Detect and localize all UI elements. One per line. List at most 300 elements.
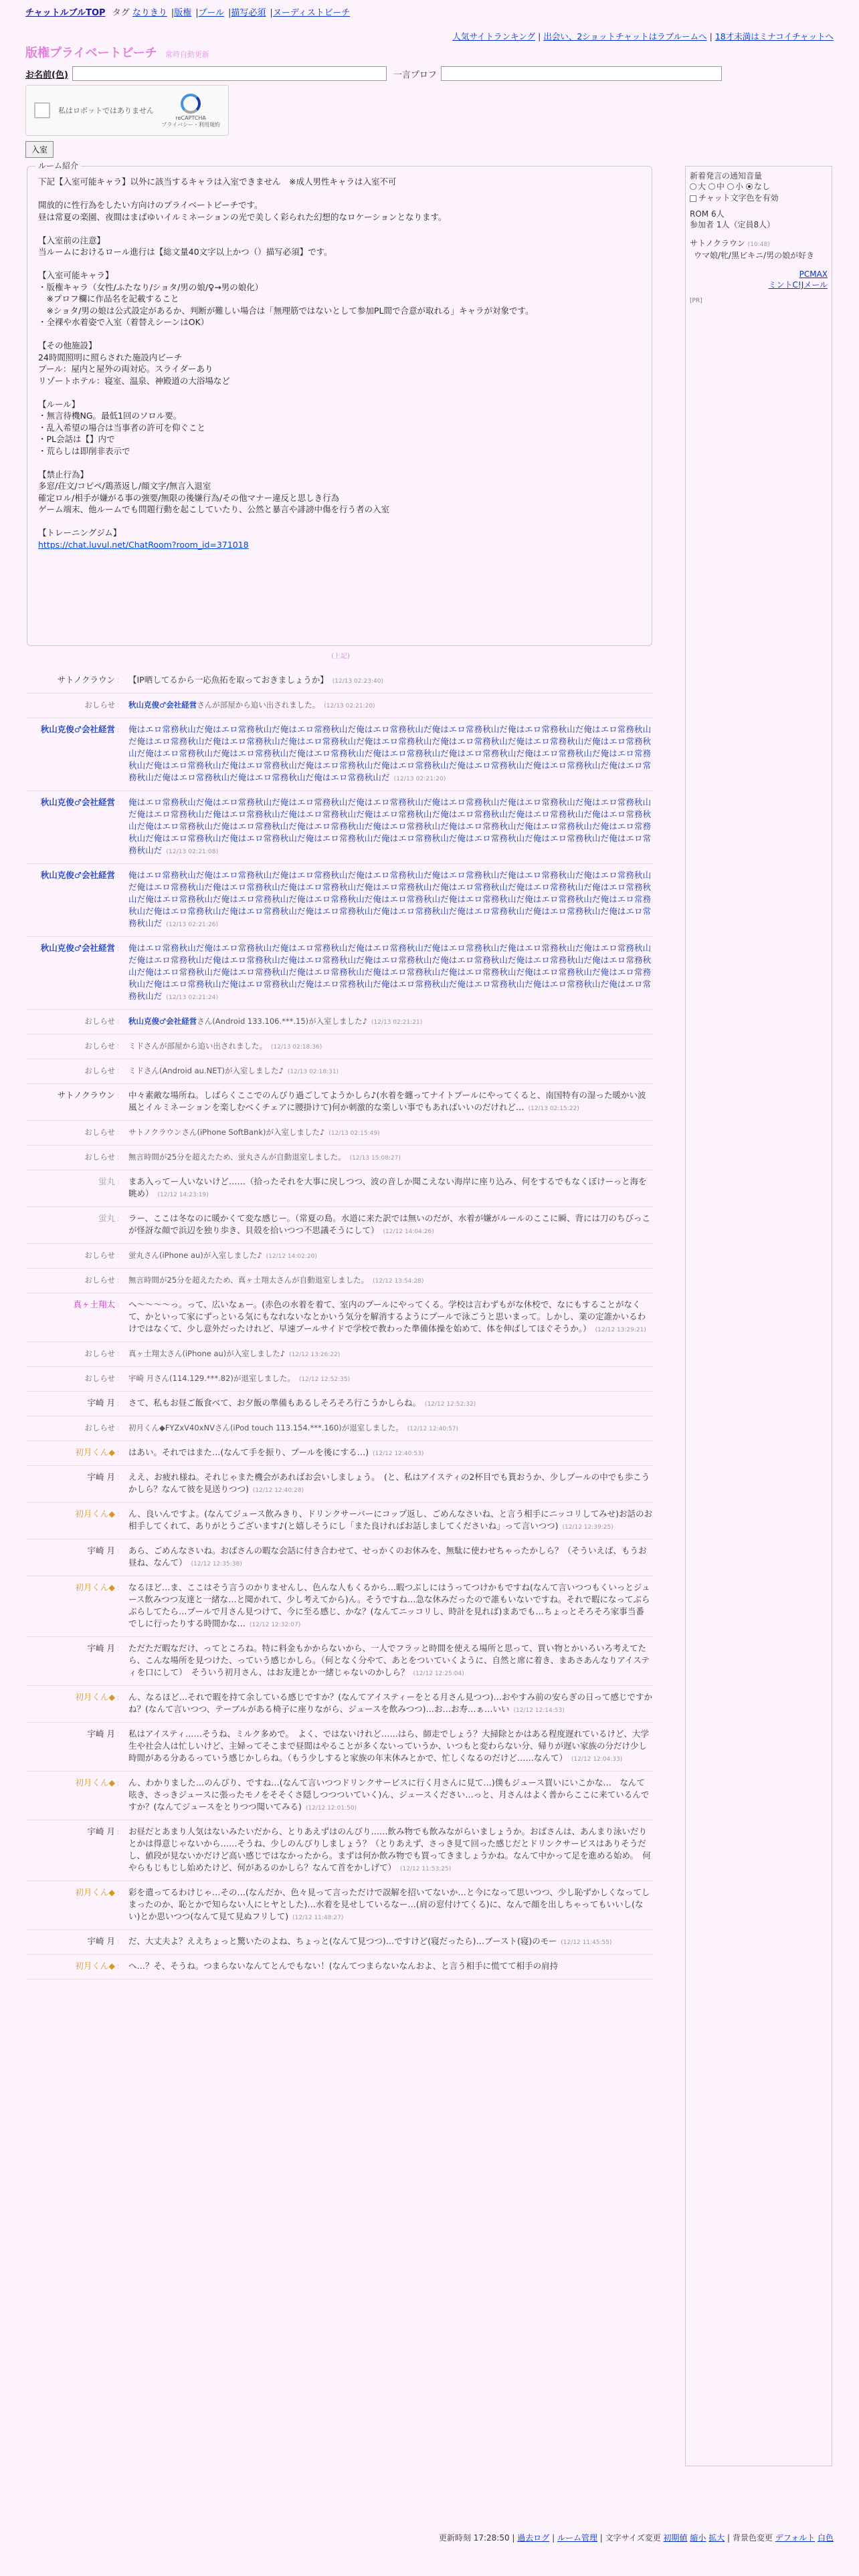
intro-line: 【トレーニングジム】 bbox=[38, 528, 122, 538]
message-time: (12/13 02:18:36) bbox=[271, 1044, 322, 1051]
intro-line: 当ルームにおけるロール進行は【総文量40文字以上かつ（）描写必須】です。 bbox=[38, 247, 332, 257]
message-speaker[interactable] bbox=[27, 724, 128, 785]
chat-message bbox=[27, 1772, 652, 1820]
message-speaker[interactable] bbox=[27, 1422, 128, 1435]
message-body bbox=[128, 1422, 652, 1435]
chat-message bbox=[27, 1820, 652, 1881]
top-link[interactable]: 18才未満はミナコイチャットへ bbox=[714, 31, 834, 41]
message-speaker[interactable] bbox=[27, 1249, 128, 1263]
message-text: だ、大丈夫よ？ええちょっと驚いたのよね、ちょっと(なんて見つつ)…ですけど(寝だったら)…ブースト(寝)のモー bbox=[128, 1936, 557, 1946]
message-speaker[interactable] bbox=[27, 1777, 128, 1814]
message-time: (12/13 02:21:21) bbox=[371, 1019, 423, 1026]
message-time: (12/12 11:48:27) bbox=[292, 1915, 344, 1921]
message-speaker[interactable] bbox=[27, 699, 128, 712]
profile-input[interactable] bbox=[441, 66, 722, 81]
message-body bbox=[128, 1065, 652, 1078]
message-text: ミドさんが部屋から追い出されました。 bbox=[128, 1041, 267, 1051]
message-body bbox=[128, 796, 652, 858]
message-text: 俺はエロ常務秋山だ俺はエロ常務秋山だ俺はエロ常務秋山だ俺はエロ常務秋山だ俺はエロ常務秋山だ俺はエロ常務秋山だ俺はエロ常務秋山だ俺はエロ常務秋山だ俺はエロ常務秋山だ俺はエロ常務秋山だ俺はエロ常務秋山だ俺はエロ常務秋山だ俺はエロ常務秋山だ俺はエロ常務秋山だ俺はエロ常務秋山だ俺はエロ常務秋山だ俺はエロ常務秋山だ俺はエロ常務秋山だ俺はエロ常務秋山だ俺はエロ常務秋山だ俺はエロ常務秋山だ俺はエロ常務秋山だ俺はエロ常務秋山だ俺はエロ常務秋山だ俺はエロ常務秋山だ俺はエロ常務秋山だ俺はエロ常務秋山だ俺はエロ常務秋山だ bbox=[128, 943, 652, 1001]
message-body bbox=[128, 1176, 652, 1201]
message-body bbox=[128, 1015, 652, 1029]
tag-link[interactable]: プール bbox=[198, 8, 225, 18]
message-body bbox=[128, 1274, 652, 1287]
speaker-name[interactable]: おしらせ bbox=[84, 1152, 115, 1162]
speaker-name[interactable]: おしらせ bbox=[84, 1251, 115, 1260]
message-time: (12/12 12:32:07) bbox=[250, 1622, 301, 1628]
message-text: さん(Android 133.106.***.15)が入室しました♪ bbox=[197, 1016, 367, 1026]
intro-line: ※プロフ欄に作品名を記載すること bbox=[38, 294, 179, 304]
volume-options bbox=[690, 181, 828, 193]
footer: 更新時刻 17:28:50 | 過去ログ | ルーム管理 | 文字サイズ変更 初期値 縮小 拡大 | 背景色変更 デフォルト 白色 bbox=[438, 2533, 834, 2543]
message-text: ん、わかりました…のんびり、ですね…(なんて言いつつドリンクサービスに行く月さんに見て…)僕もジュース買いにいこかな… なんて呟き、さっきジュースに張ったモノをそそくさ隠しつつついていく)ん、ジュースください…っと、月さんはよく普からここに来ているんですか？(なんてジュースをとりつつ聞いてみる) bbox=[128, 1778, 650, 1812]
message-time: (12/12 11:45:55) bbox=[561, 1939, 612, 1946]
speaker-separator: ： bbox=[116, 946, 123, 953]
message-body bbox=[128, 869, 652, 931]
notify-title: 新着発言の通知音量 bbox=[690, 171, 763, 181]
speaker-name[interactable]: 宇崎 月 bbox=[87, 1826, 115, 1836]
speaker-name[interactable]: 秋山克俊♂会社経営 bbox=[40, 943, 115, 953]
radio-circle[interactable] bbox=[690, 183, 696, 190]
message-body bbox=[128, 942, 652, 1004]
recaptcha-terms[interactable]: プライバシー・利用規約 bbox=[161, 122, 220, 128]
message-speaker[interactable] bbox=[27, 1446, 128, 1460]
chat-message bbox=[27, 791, 652, 864]
message-time: (12/13 02:23:40) bbox=[332, 678, 383, 685]
message-text: ただただ暇なだけ、ってところね。特に料金もかからないから、一人でフラッと時間を使える場所と思って、買い物とかいろいろ考えてたら、こんな場所を見つけた、っていう感じかしら。（何となく分やて、あとをついていくように、自然と席に着き、まあさあんなりアイスティを口にして） そういう初月さん、はお友達とか一緒じゃないのかしら？ bbox=[128, 1643, 650, 1677]
message-text: ラー、ここは冬なのに暖かくて変な感じー。（常夏の島。水道に来た訳では無いのだが、水着が嫌がルールのここに瞬、背には刀のちびっこが怪訝な顔で浜辺を独り歩き、貝殻を拾いつつ不思議そうにして） bbox=[128, 1213, 651, 1235]
message-speaker[interactable] bbox=[27, 1151, 128, 1164]
message-speaker[interactable] bbox=[27, 1126, 128, 1140]
font-smaller-link[interactable]: 縮小 bbox=[690, 2533, 706, 2543]
message-body bbox=[128, 1151, 652, 1164]
top-link[interactable]: 人気サイトランキング bbox=[452, 31, 536, 41]
tag-separator: | bbox=[228, 8, 231, 18]
message-time: (12/13 02:21:20) bbox=[324, 703, 375, 710]
message-time: (12/13 02:15:49) bbox=[328, 1130, 380, 1137]
text-color-toggle[interactable] bbox=[690, 193, 828, 203]
tag-separator: | bbox=[270, 8, 273, 18]
room-header bbox=[0, 43, 859, 61]
tag-separator: | bbox=[195, 8, 199, 18]
message-speaker[interactable] bbox=[27, 1691, 128, 1717]
system-message bbox=[27, 1367, 652, 1392]
message-time: (12/13 02:21:24) bbox=[166, 994, 219, 1001]
speaker-separator: ： bbox=[116, 1475, 123, 1482]
message-body bbox=[128, 1249, 652, 1263]
volume-radio[interactable] bbox=[708, 181, 725, 192]
chat-message bbox=[27, 1881, 652, 1930]
speaker-name[interactable]: 初月くん◆ bbox=[75, 1509, 115, 1519]
message-time: (12/13 02:21:08) bbox=[166, 849, 219, 855]
message-time: (12/13 02:21:20) bbox=[393, 776, 446, 782]
message-time: (12/12 14:23:19) bbox=[157, 1192, 209, 1198]
speaker-name[interactable]: おしらせ bbox=[84, 700, 115, 710]
message-time: (12/12 12:25:04) bbox=[413, 1671, 464, 1677]
system-message bbox=[27, 1121, 652, 1146]
message-speaker[interactable] bbox=[27, 674, 128, 687]
message-speaker[interactable] bbox=[27, 1582, 128, 1631]
volume-radio[interactable] bbox=[746, 181, 770, 192]
recaptcha-checkbox[interactable] bbox=[34, 102, 50, 118]
training-gym-link[interactable]: https://chat.luvul.net/ChatRoom?room_id=371018 bbox=[38, 539, 249, 550]
chat-message bbox=[27, 1293, 652, 1342]
message-body bbox=[128, 1691, 652, 1717]
message-body bbox=[128, 1446, 652, 1460]
speaker-separator: ： bbox=[116, 1890, 123, 1897]
message-body bbox=[128, 1348, 652, 1361]
message-speaker[interactable] bbox=[27, 942, 128, 1004]
site-top-link[interactable]: チャットルブルTOP bbox=[25, 8, 106, 18]
message-speaker[interactable] bbox=[27, 1176, 128, 1201]
intro-more-link[interactable]: (上記) bbox=[331, 653, 350, 660]
name-color-hint[interactable]: (色) bbox=[52, 70, 68, 80]
speaker-name[interactable]: おしらせ bbox=[84, 1374, 115, 1383]
highlighted-name: 秋山克俊♂会社経営 bbox=[128, 700, 197, 710]
message-text: ん、なるほど…それで暇を持て余している感じですか？(なんてアイスティーをとる月さん見つつ)…おやすみ前の安らぎの日って感じですかね？(なんて言いつつ、テーブルがある椅子に座りながら、ジュースを飲みつつ)…お…お寿…ぁ…いい bbox=[128, 1692, 653, 1714]
message-time: (12/12 14:04:26) bbox=[383, 1228, 434, 1235]
message-time: (12/12 13:26:22) bbox=[289, 1352, 341, 1358]
message-speaker[interactable] bbox=[27, 1471, 128, 1497]
radio-circle[interactable] bbox=[746, 183, 753, 190]
top-nav bbox=[0, 0, 859, 21]
entry-form bbox=[0, 61, 859, 85]
message-speaker[interactable] bbox=[27, 796, 128, 858]
speaker-name[interactable]: サトノクラウン bbox=[57, 1090, 115, 1100]
speaker-separator: ： bbox=[116, 1376, 123, 1383]
room-intro bbox=[27, 161, 652, 646]
volume-label: 大 bbox=[698, 182, 706, 191]
message-speaker[interactable] bbox=[27, 1089, 128, 1115]
message-speaker[interactable] bbox=[27, 1212, 128, 1238]
message-speaker[interactable] bbox=[27, 1826, 128, 1875]
intro-line bbox=[38, 188, 641, 200]
speaker-separator: ： bbox=[116, 1302, 123, 1309]
speaker-separator: ： bbox=[116, 1068, 123, 1075]
bg-default-link[interactable]: デフォルト bbox=[775, 2533, 816, 2543]
speaker-separator: ： bbox=[116, 1093, 123, 1100]
system-message bbox=[27, 1059, 652, 1084]
message-speaker[interactable] bbox=[27, 1065, 128, 1078]
intro-line: 確定ロル/相手が嫌がる事の強要/無限の後嫌行為/その他マナー違反と思しき行為 bbox=[38, 492, 340, 503]
speaker-name[interactable]: 宇崎 月 bbox=[87, 1729, 115, 1739]
tag-link[interactable]: 描写必須 bbox=[231, 8, 266, 18]
speaker-separator: ： bbox=[116, 1018, 123, 1026]
past-log-link[interactable]: 過去ログ bbox=[517, 2533, 550, 2543]
message-speaker[interactable] bbox=[27, 1372, 128, 1386]
volume-radio[interactable] bbox=[690, 181, 706, 192]
chat-message bbox=[27, 1207, 652, 1244]
intro-line: ・PL会話は【】内で bbox=[38, 434, 115, 444]
message-speaker[interactable] bbox=[27, 1887, 128, 1924]
chat-message bbox=[27, 1930, 652, 1955]
speaker-name[interactable]: サトノクラウン bbox=[57, 675, 115, 685]
message-speaker[interactable] bbox=[27, 1935, 128, 1949]
name-label: お名前 bbox=[25, 70, 52, 80]
speaker-name[interactable]: おしらせ bbox=[84, 1066, 115, 1075]
intro-line: プール：屋内と屋外の両対応。スライダーあり bbox=[38, 364, 213, 374]
volume-label: 中 bbox=[717, 182, 725, 191]
message-text: 無言時間が25分を超えたため、蛍丸さんが自動退室しました。 bbox=[128, 1152, 346, 1162]
message-body bbox=[128, 1471, 652, 1497]
speaker-name[interactable]: 秋山克俊♂会社経営 bbox=[40, 797, 115, 807]
message-body bbox=[128, 1960, 652, 1973]
intro-line: ゲーム端末、他ルームでも問題行動を起こしていたり、公然と暴言や誹謗中傷を行う者の入室 bbox=[38, 504, 390, 514]
chat-log bbox=[27, 669, 652, 1979]
chat-message bbox=[27, 1686, 652, 1723]
speaker-separator: ： bbox=[116, 800, 123, 807]
message-time: (12/12 12:04:33) bbox=[571, 1756, 623, 1763]
intro-line: 【入室可能キャラ】 bbox=[38, 270, 114, 280]
message-time: (12/12 14:02:20) bbox=[266, 1253, 317, 1260]
room-title: 版権プライベートビーチ bbox=[25, 46, 157, 60]
speaker-name[interactable]: 秋山克俊♂会社経営 bbox=[40, 870, 115, 880]
message-text: 俺はエロ常務秋山だ俺はエロ常務秋山だ俺はエロ常務秋山だ俺はエロ常務秋山だ俺はエロ常務秋山だ俺はエロ常務秋山だ俺はエロ常務秋山だ俺はエロ常務秋山だ俺はエロ常務秋山だ俺はエロ常務秋山だ俺はエロ常務秋山だ俺はエロ常務秋山だ俺はエロ常務秋山だ俺はエロ常務秋山だ俺はエロ常務秋山だ俺はエロ常務秋山だ俺はエロ常務秋山だ俺はエロ常務秋山だ俺はエロ常務秋山だ俺はエロ常務秋山だ俺はエロ常務秋山だ俺はエロ常務秋山だ俺はエロ常務秋山だ俺はエロ常務秋山だ俺はエロ常務秋山だ俺はエロ常務秋山だ俺はエロ常務秋山だ俺はエロ常務秋山だ bbox=[128, 797, 652, 855]
chat-message bbox=[27, 937, 652, 1010]
message-speaker[interactable] bbox=[27, 1299, 128, 1336]
speaker-separator: ： bbox=[116, 1646, 123, 1653]
message-time: (12/13 02:21:26) bbox=[166, 922, 219, 928]
message-body bbox=[128, 1728, 652, 1765]
tag-link[interactable]: ヌーディストビーチ bbox=[272, 8, 351, 18]
message-body bbox=[128, 1826, 652, 1875]
intro-line: 下記【入室可能キャラ】以外に該当するキャラは入室できません ※成人男性キャラは入室不可 bbox=[38, 177, 397, 187]
speaker-separator: ： bbox=[116, 1963, 123, 1971]
chat-message bbox=[27, 718, 652, 791]
speaker-separator: ： bbox=[116, 1253, 123, 1260]
recaptcha-label: 私はロボットではありません bbox=[58, 106, 154, 115]
speaker-separator: ： bbox=[116, 1829, 123, 1836]
chat-message bbox=[27, 1170, 652, 1207]
message-text: なるほど…ま、ここはそう言うのかりませんし、色んな人もくるから…暇つぶしにはうってつけかもですね(なんて言いつつもくいっとジュース飲みつつ友達と一緒な…と聞かれて、少し考えてから)ん。そうですね…急な休みだったので誰もいないですね。それで暇になってぶらぶらしてたら…プールで月さん見つけて、今に至る感じ、かな？(なんてニッコリし、時計を見れば)まあでも…ちょっとそろそろ家事当番でしに行ったりする時間かな… bbox=[128, 1582, 650, 1628]
speaker-name[interactable]: 初月くん◆ bbox=[75, 1447, 115, 1457]
member-count: 参加者 1人（定員8人） bbox=[690, 220, 775, 229]
tag-link[interactable]: 版権 bbox=[174, 8, 192, 18]
member-name[interactable]: サトノクラウン bbox=[690, 239, 745, 248]
message-text: 無言時間が25分を超えたため、真ヶ土翔太さんが自動退室しました。 bbox=[128, 1275, 369, 1285]
message-body bbox=[128, 1089, 652, 1115]
highlighted-name: 秋山克俊♂会社経営 bbox=[128, 1016, 197, 1026]
radio-circle[interactable] bbox=[708, 183, 715, 190]
speaker-separator: ： bbox=[116, 1425, 123, 1432]
speaker-name[interactable]: 蛍丸 bbox=[98, 1213, 115, 1223]
ad-note: [PR] bbox=[690, 298, 702, 304]
bg-color-label: 背景色変更 bbox=[732, 2533, 773, 2543]
message-speaker[interactable] bbox=[27, 1508, 128, 1533]
tag-link[interactable]: なりきり bbox=[132, 8, 167, 18]
message-body bbox=[128, 1887, 652, 1924]
message-body bbox=[128, 1126, 652, 1140]
intro-line: ・全裸や水着姿で入室（着替えシーンはOK） bbox=[38, 317, 209, 327]
message-speaker[interactable] bbox=[27, 1642, 128, 1680]
message-text: 【IP晒してるから一応魚拓を取っておきましょうか】 bbox=[128, 675, 328, 685]
system-message bbox=[27, 1416, 652, 1441]
speaker-separator: ： bbox=[116, 1351, 123, 1358]
top-link[interactable]: 出会い、2ショットチャットはラブルームへ bbox=[543, 31, 707, 41]
message-body bbox=[128, 1582, 652, 1631]
speaker-separator: ： bbox=[116, 1731, 123, 1739]
speaker-separator: ： bbox=[116, 1400, 123, 1408]
tag-label: タグ bbox=[112, 8, 130, 18]
update-time: 17:28:50 bbox=[473, 2533, 510, 2543]
speaker-separator: ： bbox=[116, 1277, 123, 1285]
message-time: (12/12 12:14:53) bbox=[513, 1707, 565, 1714]
intro-line: 【禁止行為】 bbox=[38, 469, 89, 479]
message-speaker[interactable] bbox=[27, 1960, 128, 1973]
intro-line bbox=[38, 328, 641, 340]
message-text: 真ヶ土翔太さん(iPhone au)が入室しました♪ bbox=[128, 1349, 286, 1358]
message-speaker[interactable] bbox=[27, 1015, 128, 1029]
message-text: さんが部屋から追い出されました。 bbox=[197, 700, 320, 710]
sidebar-links bbox=[690, 269, 828, 290]
chat-message bbox=[27, 669, 652, 693]
member-time: (10:48) bbox=[747, 241, 770, 248]
speaker-name[interactable]: 宇崎 月 bbox=[87, 1643, 115, 1653]
message-body bbox=[128, 674, 652, 687]
message-speaker[interactable] bbox=[27, 1040, 128, 1053]
system-message bbox=[27, 1010, 652, 1035]
font-default-link[interactable]: 初期値 bbox=[663, 2533, 688, 2543]
speaker-name[interactable]: 蛍丸 bbox=[98, 1176, 115, 1186]
sidebar bbox=[685, 166, 832, 2466]
message-time: (12/12 12:52:32) bbox=[425, 1401, 476, 1408]
message-text: 蛍丸さん(iPhone au)が入室しました♪ bbox=[128, 1251, 262, 1260]
message-text: 宇崎 月さん(114.129.***.82)が退室しました。 bbox=[128, 1374, 295, 1383]
speaker-name[interactable]: おしらせ bbox=[84, 1423, 115, 1432]
intro-line: ※ショタ/男の娘は公式設定があるか、判断が難しい場合は「無理筋ではないとして参加PL間で合意が取れる」キャラが対象です。 bbox=[38, 305, 534, 316]
speaker-name[interactable]: おしらせ bbox=[84, 1349, 115, 1358]
speaker-separator: ： bbox=[116, 1450, 123, 1457]
message-speaker[interactable] bbox=[27, 1348, 128, 1361]
speaker-separator: ： bbox=[116, 1548, 123, 1555]
message-speaker[interactable] bbox=[27, 1274, 128, 1287]
tag-list bbox=[132, 8, 354, 18]
room-manage-link[interactable]: ルーム管理 bbox=[557, 2533, 597, 2543]
chat-message bbox=[27, 1084, 652, 1121]
chat-message bbox=[27, 1955, 652, 1979]
speaker-name[interactable]: 真ヶ土翔太 bbox=[73, 1299, 115, 1309]
chat-message bbox=[27, 1441, 652, 1466]
intro-line: ・乱入希望の場合は当事者の許可を仰ぐこと bbox=[38, 422, 206, 433]
volume-radio[interactable] bbox=[727, 181, 743, 192]
speaker-name[interactable]: 初月くん◆ bbox=[75, 1582, 115, 1592]
message-body bbox=[128, 1397, 652, 1410]
speaker-separator: ： bbox=[116, 1216, 123, 1223]
bg-white-link[interactable]: 白色 bbox=[817, 2533, 834, 2543]
intro-line: ・無言待機NG。最低1回のソロル要。 bbox=[38, 411, 182, 421]
profile-label: 一言プロフ bbox=[393, 70, 437, 80]
message-speaker[interactable] bbox=[27, 1545, 128, 1570]
message-text: へ…？そ、そうね。つまらないなんてとんでもない！(なんてつまらないなんおよ、と言う相手に慌てて相手の肩持 bbox=[128, 1961, 559, 1971]
speaker-separator: ： bbox=[116, 873, 123, 880]
chat-message bbox=[27, 864, 652, 937]
message-time: (12/12 12:40:53) bbox=[373, 1451, 424, 1457]
font-larger-link[interactable]: 拡大 bbox=[708, 2533, 725, 2543]
recaptcha-logo bbox=[161, 94, 220, 128]
message-time: (12/12 12:39:25) bbox=[562, 1524, 613, 1531]
message-speaker[interactable] bbox=[27, 1728, 128, 1765]
update-time-label: 更新時刻 bbox=[438, 2533, 471, 2543]
speaker-name[interactable]: 宇崎 月 bbox=[87, 1398, 115, 1408]
intro-line: 24時間照明に照らされた施設内ビーチ bbox=[38, 352, 183, 362]
message-speaker[interactable] bbox=[27, 869, 128, 931]
radio-circle[interactable] bbox=[727, 183, 734, 190]
speaker-name[interactable]: おしらせ bbox=[84, 1016, 115, 1026]
intro-line: ・荒らしは即削非表示で bbox=[38, 445, 130, 456]
speaker-name[interactable]: おしらせ bbox=[84, 1041, 115, 1051]
message-body bbox=[128, 1212, 652, 1238]
text-color-label: チャット文字色を有効 bbox=[698, 193, 779, 203]
message-text: へ〜〜〜〜っ。って、広いなぁー。(赤色の水着を着て、室内のプールにやってくる。学校は言わずもがな休校で、なにもすることがなくて、かといって家にずっといる気にもなれないなとかいう気分を解消するようにプールで泳ごうと思いまって。しかし、業の定誰かいるわけではなくて、少し意外だったけれど、早速プールサイドで学校で教わった準備体操を始めて、体を伸ばしてほぐそうか。） bbox=[128, 1299, 646, 1333]
volume-label: 小 bbox=[735, 182, 744, 191]
intro-line: 多窓/荘文/コピペ/鶏蒸返し/顔文字/無言入退室 bbox=[38, 481, 211, 491]
recaptcha-widget bbox=[25, 85, 229, 136]
speaker-name[interactable]: おしらせ bbox=[84, 1275, 115, 1285]
message-body bbox=[128, 1299, 652, 1336]
speaker-separator: ： bbox=[116, 677, 123, 685]
room-stats bbox=[690, 209, 828, 230]
message-body bbox=[128, 1372, 652, 1386]
member-entry[interactable] bbox=[690, 238, 828, 261]
message-body bbox=[128, 1508, 652, 1533]
speaker-separator: ： bbox=[116, 1179, 123, 1186]
message-body bbox=[128, 699, 652, 712]
speaker-name[interactable]: おしらせ bbox=[84, 1128, 115, 1137]
speaker-name[interactable]: 秋山克俊♂会社経営 bbox=[40, 724, 115, 734]
message-time: (12/12 12:52:35) bbox=[298, 1376, 351, 1383]
message-time: (12/12 12:40:57) bbox=[407, 1426, 459, 1432]
name-input[interactable] bbox=[72, 66, 387, 81]
speaker-name[interactable]: 宇崎 月 bbox=[87, 1936, 115, 1946]
speaker-name[interactable]: 初月くん◆ bbox=[75, 1961, 115, 1971]
message-text: ミドさん(Android au.NET)が入室しました♪ bbox=[128, 1066, 284, 1075]
message-text: 初月くん◆FYZxV40xNVさん(iPod touch 113.154.***.160)が退室しました。 bbox=[128, 1423, 403, 1432]
chat-message bbox=[27, 1539, 652, 1576]
system-message bbox=[27, 1244, 652, 1269]
chat-message bbox=[27, 1576, 652, 1637]
message-text: あら、ごめんなさいね。おばさんの暇な会話に付き合わせて、せっかくのお休みを、無駄に使わせちゃったかしら？（そういえば、もうお昼ね、なんて） bbox=[128, 1545, 647, 1568]
sidebar-ad-link[interactable]: PCMAX bbox=[799, 270, 828, 279]
speaker-name[interactable]: 宇崎 月 bbox=[87, 1545, 115, 1555]
speaker-separator: ： bbox=[116, 1511, 123, 1519]
intro-line: 【その他施設】 bbox=[38, 340, 97, 350]
intro-line bbox=[38, 457, 641, 469]
speaker-name[interactable]: 初月くん◆ bbox=[75, 1692, 115, 1702]
recaptcha-icon bbox=[181, 94, 201, 114]
text-color-checkbox[interactable] bbox=[690, 195, 696, 202]
speaker-separator: ： bbox=[116, 1695, 123, 1702]
intro-line bbox=[38, 387, 641, 399]
message-text: 中々素敵な場所ね。しばらくここでのんびり過ごしてようかしら♪(水着を纏ってナイトプールにやってくると、南国特有の湿った暖かい波風とイルミネーションを楽しむべくチェアに腰掛けて)何か刺激的な楽しい事でもあればいいのだけれど… bbox=[128, 1090, 646, 1112]
chat-message bbox=[27, 1503, 652, 1539]
enter-room-button[interactable]: 入室 bbox=[25, 141, 54, 158]
notify-settings bbox=[690, 171, 828, 203]
chat-message bbox=[27, 1392, 652, 1416]
speaker-name[interactable]: 宇崎 月 bbox=[87, 1472, 115, 1482]
speaker-name[interactable]: 初月くん◆ bbox=[75, 1887, 115, 1897]
message-text: ん、良いんですよ。(なんてジュース飲みきり、ドリンクサーバーにコップ返し、ごめんなさいね、と言う相手にニッコリしてみせ)お話のお相手してくれて、ありがとうございます♪(と嬉しそうにし「また良ければお話しましてくださいね」って言いつつ) bbox=[128, 1509, 653, 1531]
message-time: (12/13 02:18:31) bbox=[287, 1069, 339, 1075]
message-time: (12/13 02:15:22) bbox=[528, 1105, 579, 1112]
speaker-separator: ： bbox=[116, 1585, 123, 1592]
sidebar-ad-link[interactable]: ミントC!Jメール bbox=[768, 280, 828, 290]
speaker-separator: ： bbox=[116, 702, 123, 710]
intro-line bbox=[38, 223, 641, 235]
message-text: 私はアイスティ……そうね、ミルク多めで。 よく、ではないけれど……はら、師走でしょう？大掃除とかはある程度遅れているけど、大学生や社会人は忙しいけど、主婦ってそこまで昼間はやることが多くないっていうか、いつもと変わらない分、帰りが遅い家族の分だけ少し時間がある分あるっていう感じかしらね。（もう少しすると家族の年末休みとかで、忙しくなるのだけど……なんて） bbox=[128, 1729, 650, 1763]
speaker-name[interactable]: 初月くん◆ bbox=[75, 1778, 115, 1788]
message-speaker[interactable] bbox=[27, 1397, 128, 1410]
message-body bbox=[128, 724, 652, 785]
message-text: 俺はエロ常務秋山だ俺はエロ常務秋山だ俺はエロ常務秋山だ俺はエロ常務秋山だ俺はエロ常務秋山だ俺はエロ常務秋山だ俺はエロ常務秋山だ俺はエロ常務秋山だ俺はエロ常務秋山だ俺はエロ常務秋山だ俺はエロ常務秋山だ俺はエロ常務秋山だ俺はエロ常務秋山だ俺はエロ常務秋山だ俺はエロ常務秋山だ俺はエロ常務秋山だ俺はエロ常務秋山だ俺はエロ常務秋山だ俺はエロ常務秋山だ俺はエロ常務秋山だ俺はエロ常務秋山だ俺はエロ常務秋山だ俺はエロ常務秋山だ俺はエロ常務秋山だ俺はエロ常務秋山だ俺はエロ常務秋山だ俺はエロ常務秋山だ俺はエロ常務秋山だ俺はエロ常務秋山だ俺はエロ常務秋山だ俺はエロ常務秋山だ bbox=[128, 724, 652, 782]
